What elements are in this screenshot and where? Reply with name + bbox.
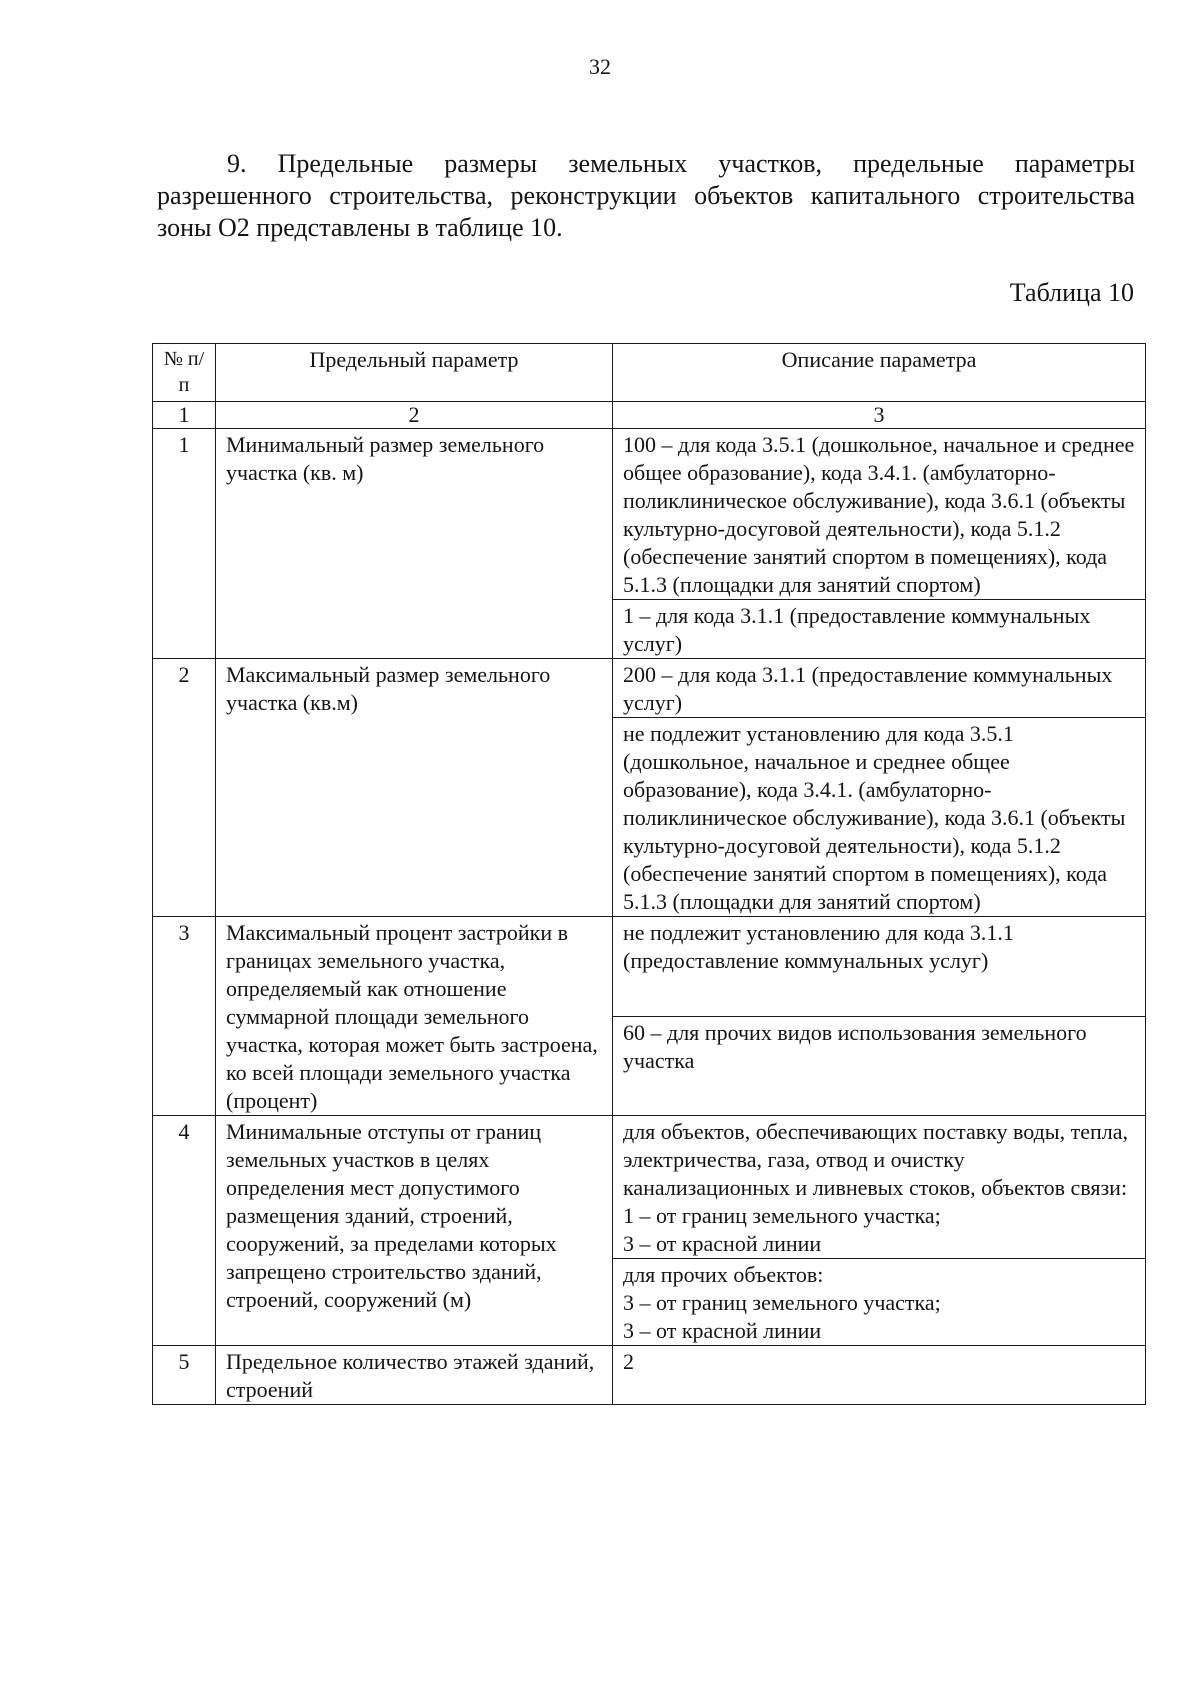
table-row — [153, 1116, 1146, 1259]
table-row — [153, 659, 1146, 718]
parameter-description: для объектов, обеспечивающих поставку воды, тепла, электричества, газа, отвод и очистку канализационных и ливневых стоков, объектов связи: 1 – от границ земельного участка; 3 – от красной линии — [613, 1116, 1146, 1259]
header-param: Предельный параметр — [216, 344, 613, 402]
row-number: 3 — [153, 917, 216, 1116]
parameter-description: 60 – для прочих видов использования земельного участка — [613, 1016, 1146, 1116]
parameter-name: Предельное количество этажей зданий, строений — [216, 1346, 613, 1405]
row-number: 4 — [153, 1116, 216, 1346]
table-row — [153, 429, 1146, 600]
parameter-description: 1 – для кода 3.1.1 (предоставление коммунальных услуг) — [613, 600, 1146, 659]
parameter-description: для прочих объектов: 3 – от границ земельного участка; 3 – от красной линии — [613, 1259, 1146, 1346]
column-index-row — [153, 402, 1146, 429]
parameter-description: не подлежит установлению для кода 3.5.1 (дошкольное, начальное и среднее общее образование), кода 3.4.1. (амбулаторно-поликлиническое обслуживание), кода 3.6.1 (объекты культурно-досуговой деятельности), кода 5.1.2 (обеспечение занятий спортом в помещениях), кода 5.1.3 (площадки для занятий спортом) — [613, 718, 1146, 917]
parameter-description: не подлежит установлению для кода 3.1.1 (предоставление коммунальных услуг) — [613, 917, 1146, 1017]
column-index: 2 — [216, 402, 613, 429]
table-body — [153, 429, 1146, 1405]
page-number: 32 — [589, 54, 611, 79]
parameter-description: 100 – для кода 3.5.1 (дошкольное, начальное и среднее общее образование), кода 3.4.1. (амбулаторно-поликлиническое обслуживание), кода 3.6.1 (объекты культурно-досуговой деятельности), кода 5.1.2 (обеспечение занятий спортом в помещениях), кода 5.1.3 (площадки для занятий спортом) — [613, 429, 1146, 600]
row-number: 5 — [153, 1346, 216, 1405]
parameter-name: Минимальные отступы от границ земельных участков в целях определения мест допустимого размещения зданий, строений, сооружений, за пределами которых запрещено строительство зданий, строений, сооружений (м) — [216, 1116, 613, 1346]
parameter-description: 2 — [613, 1346, 1146, 1405]
table-caption: Таблица 10 — [1009, 278, 1134, 307]
row-number: 2 — [153, 659, 216, 917]
parameter-name: Максимальный процент застройки в границах земельного участка, определяемый как отношение суммарной площади земельного участка, которая может быть застроена, ко всей площади земельного участка (процент) — [216, 917, 613, 1116]
parameter-name: Минимальный размер земельного участка (кв. м) — [216, 429, 613, 659]
table-row — [153, 917, 1146, 1017]
column-index: 3 — [613, 402, 1146, 429]
intro-paragraph — [157, 148, 1135, 244]
table-header-row — [153, 344, 1146, 402]
intro-text: 9. Предельные размеры земельных участков, предельные параметры разрешенного строительства, реконструкции объектов капитального строительства зоны О2 представлены в таблице 10. — [157, 149, 1135, 242]
header-num: № п/п — [153, 344, 216, 402]
row-number: 1 — [153, 429, 216, 659]
table-row — [153, 1346, 1146, 1405]
parameter-description: 200 – для кода 3.1.1 (предоставление коммунальных услуг) — [613, 659, 1146, 718]
column-index: 1 — [153, 402, 216, 429]
parameter-name: Максимальный размер земельного участка (кв.м) — [216, 659, 613, 917]
header-desc: Описание параметра — [613, 344, 1146, 402]
parameters-table — [152, 343, 1146, 1405]
